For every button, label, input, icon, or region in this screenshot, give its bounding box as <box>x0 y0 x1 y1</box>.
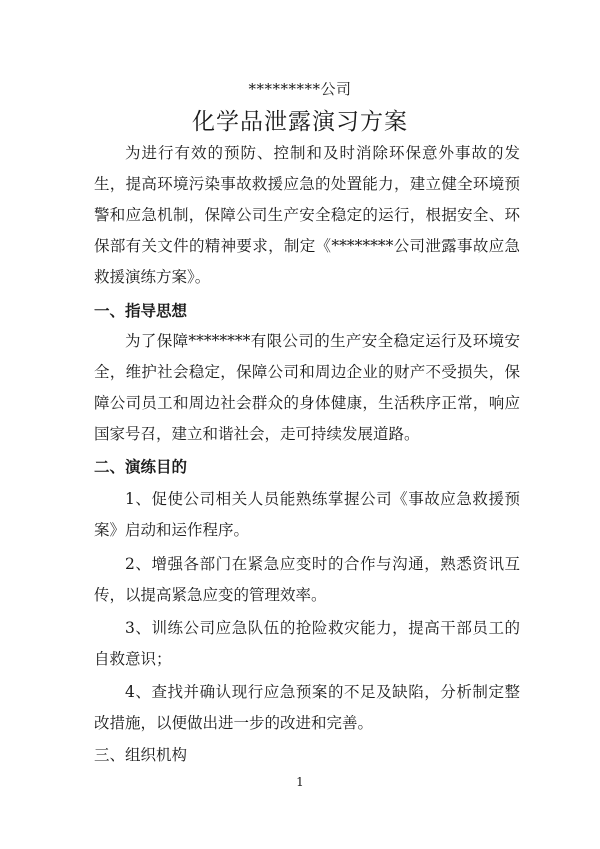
document-title: 化学品泄露演习方案 <box>192 109 408 135</box>
guiding-thought-paragraph: 为了保障********有限公司的生产安全稳定运行及环境安全，维护社会稳定，保障公司和周边企业的财产不受损失，保障公司员工和周边社会群众的身体健康，生活秩序正常，响应国家号召，建立和谐社会，走可持续发展道路。 <box>94 332 520 443</box>
section-heading-organization: 三、组织机构 <box>94 746 188 764</box>
company-line: *********公司 <box>248 80 352 98</box>
drill-purpose-item-3: 3、训练公司应急队伍的抢险救灾能力，提高干部员工的自救意识； <box>94 619 520 668</box>
page-number: 1 <box>296 775 304 789</box>
drill-purpose-item-1: 1、促使公司相关人员能熟练掌握公司《事故应急救援预案》启动和运作程序。 <box>94 490 520 539</box>
drill-purpose-item-4: 4、查找并确认现行应急预案的不足及缺陷，分析制定整改措施，以便做出进一步的改进和完善。 <box>94 683 520 732</box>
drill-purpose-item-2: 2、增强各部门在紧急应变时的合作与沟通，熟悉资讯互传，以提高紧急应变的管理效率。 <box>94 555 520 604</box>
section-heading-drill-purpose: 二、演练目的 <box>94 457 188 476</box>
intro-paragraph: 为进行有效的预防、控制和及时消除环保意外事故的发生，提高环境污染事故救援应急的处置能力，建立健全环境预警和应急机制，保障公司生产安全稳定的运行，根据安全、环保部有关文件的精神要求，制定《********公司泄露事故应急救援演练方案》。 <box>94 144 520 286</box>
section-heading-guiding-thought: 一、指导思想 <box>94 301 188 320</box>
